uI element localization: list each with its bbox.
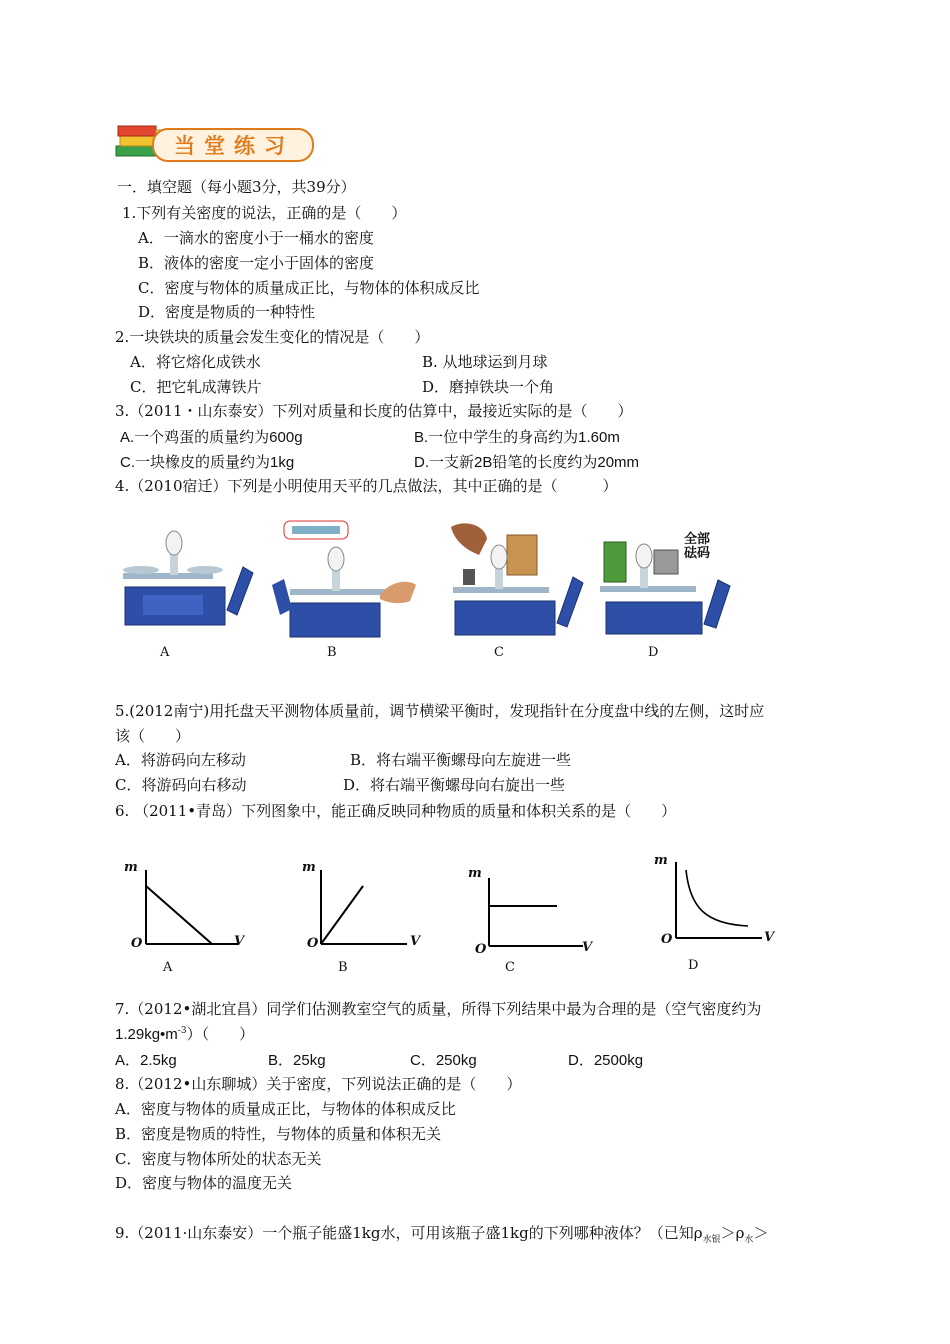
q2-option-a: A．将它熔化成铁水 — [130, 353, 261, 371]
q8-option-c: C．密度与物体所处的状态无关 — [115, 1150, 322, 1168]
q2-option-b: B. 从地球运到月球 — [422, 353, 548, 371]
q3-stem: 3.（2011・山东泰安）下列对质量和长度的估算中，最接近实际的是（ ） — [115, 402, 633, 420]
graph-a-y-label: m — [124, 860, 138, 875]
q7-option-c: C．250kg — [410, 1052, 477, 1069]
graph-d-origin: O — [661, 932, 673, 947]
q1-option-c: C．密度与物体的质量成正比，与物体的体积成反比 — [138, 279, 480, 297]
q5-option-b: B．将右端平衡螺母向左旋进一些 — [350, 751, 572, 769]
q5-stem-line1: 5.(2012南宁)用托盘天平测物体质量前，调节横梁平衡时，发现指针在分度盘中线的左侧，这时应 — [115, 702, 765, 720]
balance-figure-b — [270, 515, 420, 640]
graph-d-label: D — [688, 958, 699, 973]
q4-label-c: C — [494, 645, 504, 660]
graph-c-origin: O — [475, 942, 487, 957]
balance-figure-d — [598, 528, 738, 638]
graph-b-y-label: m — [302, 860, 316, 875]
q4-weights-note: 全部砝码 — [684, 532, 711, 561]
q5-option-d: D．将右端平衡螺母向右旋出一些 — [343, 776, 566, 794]
section-banner — [112, 120, 312, 166]
graph-b-x-label: V — [410, 934, 421, 949]
graph-d-y-label: m — [654, 853, 668, 868]
q6-stem: 6. （2011•青岛）下列图象中，能正确反映同种物质的质量和体积关系的是（ ） — [115, 802, 677, 820]
q7-stem-line1: 7.（2012•湖北宜昌）同学们估测教室空气的质量，所得下列结果中最为合理的是（空气密度约为 — [115, 1000, 762, 1018]
graph-b-origin: O — [307, 936, 319, 951]
graph-b-label: B — [338, 960, 348, 975]
q1-option-a: A．一滴水的密度小于一桶水的密度 — [138, 229, 374, 247]
q7-density-exponent: -3 — [177, 1026, 187, 1036]
q3-option-b: B.一位中学生的身高约为1.60m — [414, 429, 620, 446]
q2-option-d: D．磨掉铁块一个角 — [422, 378, 555, 396]
q8-option-b: B．密度是物质的特性，与物体的质量和体积无关 — [115, 1125, 442, 1143]
q7-stem-line2 — [115, 1023, 254, 1044]
q7-option-d: D．2500kg — [568, 1052, 644, 1069]
q4-label-a: A — [160, 645, 170, 660]
q1-option-d: D．密度是物质的一种特性 — [138, 303, 316, 321]
q7-option-b: B．25kg — [268, 1052, 326, 1069]
q9-stem-text: 9.（2011·山东泰安）一个瓶子能盛1kg水，可用该瓶子盛1kg的下列哪种液体？（已知 — [115, 1224, 694, 1242]
q9-rho-2: ρ — [735, 1224, 745, 1242]
q3-option-d: D.一支新2B铅笔的长度约为20mm — [414, 454, 640, 471]
q8-stem: 8.（2012•山东聊城）关于密度，下列说法正确的是（ ） — [115, 1075, 522, 1093]
q7-option-a: A．2.5kg — [115, 1052, 177, 1069]
q7-density-value: 1.29kg•m — [115, 1026, 178, 1043]
q3-option-a: A.一个鸡蛋的质量约为600g — [120, 429, 303, 446]
graph-a-label: A — [163, 960, 173, 975]
q1-stem: 1.下列有关密度的说法，正确的是（ ） — [122, 204, 407, 222]
q9-gt-1: ＞ — [720, 1224, 736, 1242]
graph-c-y-label: m — [468, 866, 482, 881]
graph-b — [295, 858, 425, 978]
q5-option-c: C．将游码向右移动 — [115, 776, 247, 794]
q9-stem — [115, 1222, 768, 1245]
q4-stem: 4.（2010宿迁）下列是小明使用天平的几点做法，其中正确的是（ ） — [115, 477, 618, 495]
graph-d-x-label: V — [764, 930, 775, 945]
graph-a-origin: O — [131, 936, 143, 951]
q2-stem: 2.一块铁块的质量会发生变化的情况是（ ） — [115, 328, 430, 346]
q9-rho-1: ρ — [693, 1224, 703, 1242]
graph-c — [465, 868, 595, 978]
q3-option-c: C.一块橡皮的质量约为1kg — [120, 454, 295, 471]
balance-figure-c — [445, 515, 585, 640]
q8-option-a: A．密度与物体的质量成正比，与物体的体积成反比 — [115, 1100, 456, 1118]
q5-stem-line2: 该（ ） — [115, 727, 191, 745]
graph-a — [118, 858, 253, 978]
q5-option-a: A．将游码向左移动 — [115, 751, 246, 769]
graph-c-x-label: V — [582, 940, 593, 955]
section-heading: 一．填空题（每小题3分，共39分） — [117, 178, 356, 196]
q1-option-b: B．液体的密度一定小于固体的密度 — [138, 254, 375, 272]
q8-option-d: D．密度与物体的温度无关 — [115, 1174, 293, 1192]
q7-stem-tail: ）（ ） — [186, 1025, 255, 1043]
q4-label-d: D — [648, 645, 659, 660]
balance-figure-a — [115, 515, 255, 640]
graph-c-label: C — [505, 960, 515, 975]
q9-sub-water: 水 — [744, 1235, 754, 1245]
q4-label-b: B — [327, 645, 337, 660]
q2-option-c: C．把它轧成薄铁片 — [130, 378, 262, 396]
q9-gt-2: ＞ — [753, 1224, 769, 1242]
q9-sub-mercury: 水银 — [702, 1235, 721, 1245]
banner-title: 当堂练习 — [174, 134, 294, 158]
graph-a-x-label: V — [234, 934, 245, 949]
